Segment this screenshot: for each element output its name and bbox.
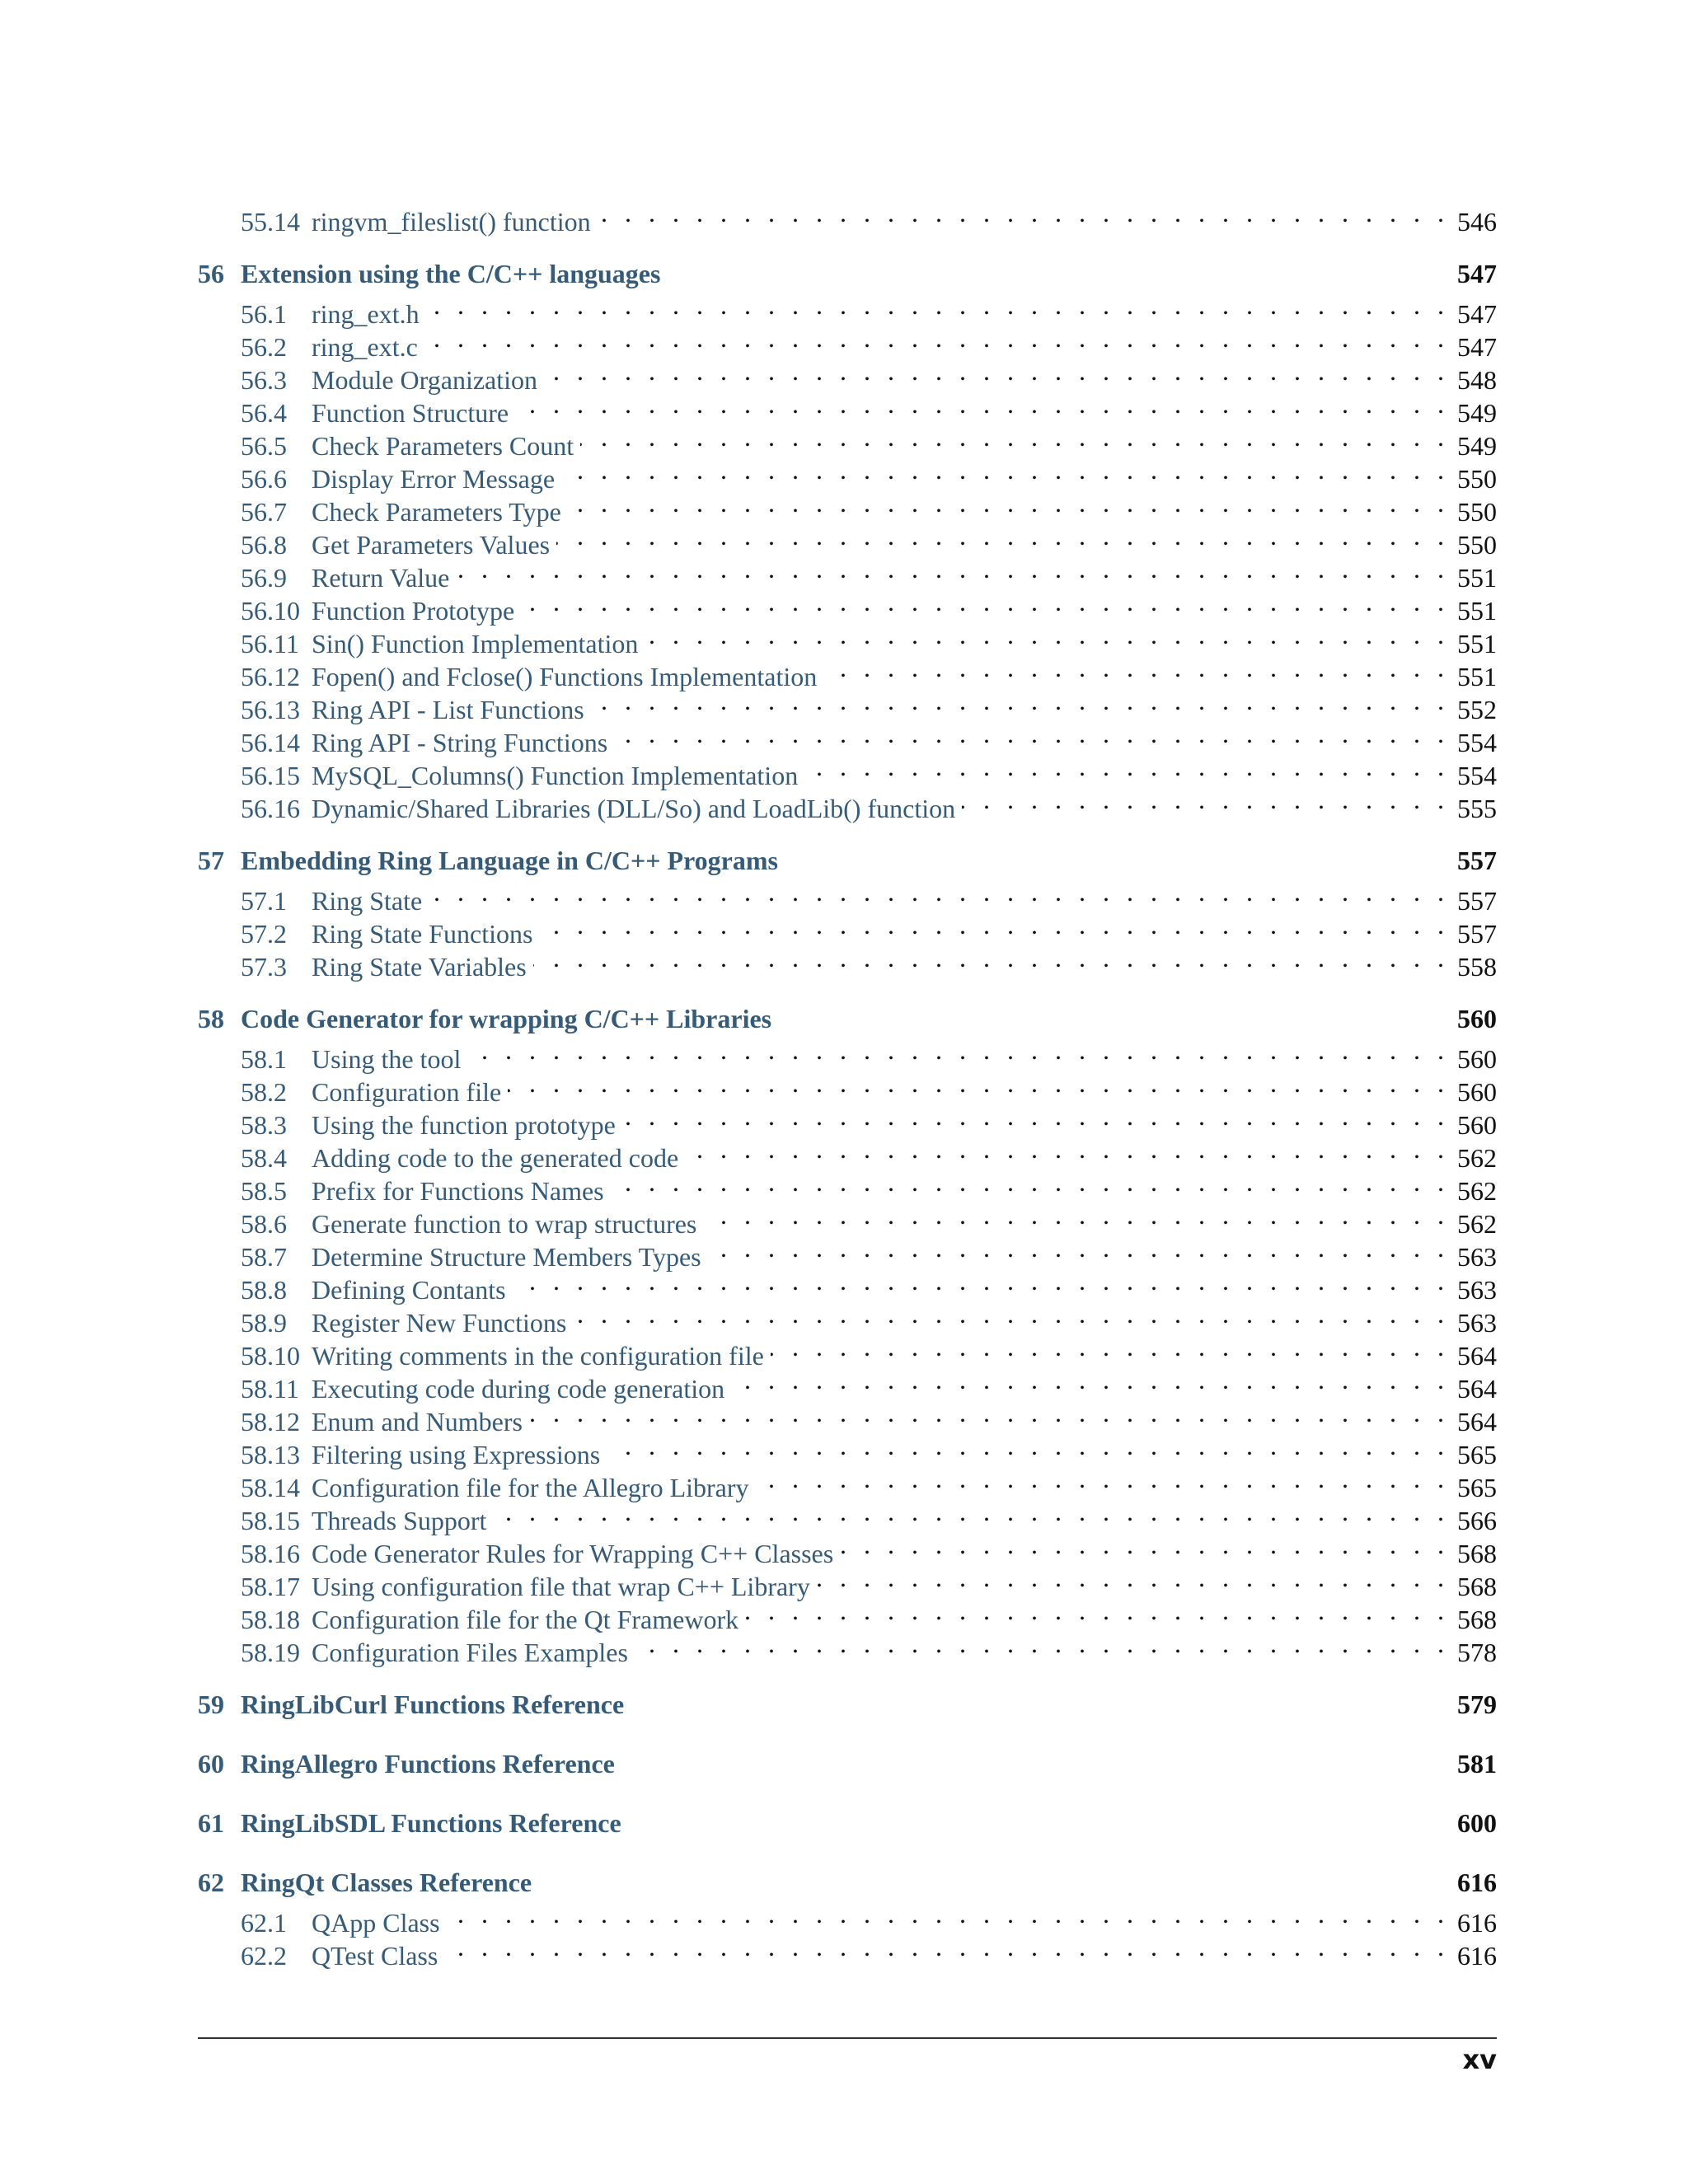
- entry-number: 56.3: [241, 365, 287, 395]
- entry-title-link[interactable]: Register New Functions: [312, 1308, 567, 1338]
- dot-leader: [456, 552, 1444, 585]
- toc-entry[interactable]: [198, 198, 1497, 237]
- entry-page-number: 560: [1457, 1077, 1497, 1107]
- entry-page-number: 551: [1457, 629, 1497, 658]
- toc-entry[interactable]: [198, 877, 1497, 916]
- entry-number: 56.2: [241, 332, 287, 362]
- entry-title-link[interactable]: Generate function to wrap structures: [312, 1209, 697, 1239]
- entry-number: 57.1: [241, 886, 287, 916]
- entry-page-number: 550: [1457, 530, 1497, 560]
- entry-page-number: 551: [1457, 563, 1497, 593]
- entry-page-number: 547: [1457, 332, 1497, 362]
- entry-page-number: 557: [1457, 886, 1497, 916]
- entry-page-number: 562: [1457, 1209, 1497, 1239]
- entry-number: 57.2: [241, 919, 287, 949]
- table-of-contents: [198, 198, 1497, 1971]
- chapter-number: 57: [198, 846, 224, 875]
- dot-leader: [493, 1495, 1444, 1528]
- chapter-page-number: 581: [1457, 1749, 1497, 1779]
- dot-leader: [539, 908, 1444, 941]
- entry-page-number: 552: [1457, 695, 1497, 724]
- entry-page-number: 562: [1457, 1143, 1497, 1173]
- entry-number: 58.2: [241, 1077, 287, 1107]
- entry-number: 56.8: [241, 530, 287, 560]
- entry-title-link[interactable]: ring_ext.c: [312, 332, 418, 362]
- entry-number: 56.12: [241, 662, 300, 691]
- entry-number: 56.6: [241, 464, 287, 494]
- dot-leader: [533, 941, 1444, 974]
- entry-number: 62.2: [241, 1941, 287, 1971]
- entry-number: 58.1: [241, 1044, 287, 1074]
- dot-leader: [529, 1396, 1444, 1429]
- chapter-number: 60: [198, 1749, 224, 1779]
- entry-number: 56.15: [241, 761, 300, 790]
- toc-chapter[interactable]: [198, 1866, 1497, 1899]
- dot-leader: [521, 585, 1444, 618]
- entry-title-link[interactable]: Check Parameters Type: [312, 497, 561, 527]
- entry-title-link[interactable]: Ring API - String Functions: [312, 728, 608, 757]
- entry-number: 58.13: [241, 1440, 300, 1469]
- entry-number: 58.12: [241, 1407, 300, 1436]
- dot-leader: [708, 1231, 1444, 1264]
- entry-page-number: 549: [1457, 431, 1497, 461]
- entry-page-number: 546: [1457, 207, 1497, 237]
- entry-title-link[interactable]: Display Error Message: [312, 464, 556, 494]
- entry-number: 56.13: [241, 695, 300, 724]
- entry-title-link[interactable]: Configuration file for the Qt Framework: [312, 1605, 739, 1634]
- entry-title-link[interactable]: Using configuration file that wrap C++ Library: [312, 1572, 810, 1601]
- toc-chapter[interactable]: [198, 844, 1497, 877]
- entry-number: 58.15: [241, 1506, 300, 1535]
- entry-title-link[interactable]: Configuration file for the Allegro Library: [312, 1473, 749, 1502]
- entry-page-number: 563: [1457, 1242, 1497, 1272]
- entry-page-number: 565: [1457, 1440, 1497, 1469]
- dot-leader: [544, 354, 1444, 387]
- entry-title-link[interactable]: Using the tool: [312, 1044, 462, 1074]
- dot-leader: [840, 1528, 1444, 1561]
- entry-page-number: 564: [1457, 1341, 1497, 1371]
- entry-title-link[interactable]: Using the function prototype: [312, 1110, 616, 1140]
- chapter-title-link[interactable]: RingLibSDL Functions Reference: [241, 1808, 621, 1838]
- toc-chapter[interactable]: [198, 1807, 1497, 1840]
- dot-leader: [635, 1627, 1444, 1660]
- chapter-page-number: 547: [1457, 259, 1497, 288]
- dot-leader: [756, 1462, 1444, 1495]
- entry-number: 58.4: [241, 1143, 287, 1173]
- entry-number: 62.1: [241, 1908, 287, 1938]
- entry-title-link[interactable]: Ring API - List Functions: [312, 695, 584, 724]
- entry-title-link[interactable]: Ring State Variables: [312, 952, 527, 982]
- entry-title-link[interactable]: Function Structure: [312, 398, 509, 428]
- dot-leader: [771, 1330, 1444, 1363]
- dot-leader: [424, 321, 1444, 354]
- entry-title-link[interactable]: Writing comments in the configuration file: [312, 1341, 764, 1371]
- entry-page-number: 554: [1457, 728, 1497, 757]
- chapter-title-link[interactable]: RingAllegro Functions Reference: [241, 1749, 615, 1779]
- entry-page-number: 560: [1457, 1110, 1497, 1140]
- entry-title-link[interactable]: Configuration Files Examples: [312, 1638, 628, 1667]
- entry-number: 55.14: [241, 207, 300, 237]
- dot-leader: [817, 1561, 1444, 1594]
- entry-number: 56.14: [241, 728, 300, 757]
- entry-number: 57.3: [241, 952, 287, 982]
- dot-leader: [645, 618, 1444, 651]
- entry-title-link[interactable]: QTest Class: [312, 1941, 438, 1971]
- entry-number: 56.4: [241, 398, 287, 428]
- entry-title-link[interactable]: Check Parameters Count: [312, 431, 574, 461]
- entry-page-number: 551: [1457, 662, 1497, 691]
- entry-page-number: 568: [1457, 1605, 1497, 1634]
- dot-leader: [962, 783, 1444, 816]
- entry-page-number: 568: [1457, 1572, 1497, 1601]
- entry-number: 58.16: [241, 1539, 300, 1568]
- entry-page-number: 551: [1457, 596, 1497, 626]
- entry-title-link[interactable]: Filtering using Expressions: [312, 1440, 601, 1469]
- chapter-title-link[interactable]: RingQt Classes Reference: [241, 1868, 532, 1897]
- entry-number: 56.5: [241, 431, 287, 461]
- entry-page-number: 563: [1457, 1308, 1497, 1338]
- toc-chapter[interactable]: [198, 1688, 1497, 1721]
- toc-entry[interactable]: [198, 290, 1497, 329]
- entry-title-link[interactable]: Code Generator Rules for Wrapping C++ Classes: [312, 1539, 834, 1568]
- dot-leader: [703, 1198, 1444, 1231]
- entry-page-number: 550: [1457, 464, 1497, 494]
- entry-title-link[interactable]: Configuration file: [312, 1077, 502, 1107]
- entry-title-link[interactable]: Defining Contants: [312, 1275, 506, 1305]
- chapter-number: 59: [198, 1690, 224, 1719]
- entry-title-link[interactable]: Module Organization: [312, 365, 538, 395]
- dot-leader: [804, 750, 1444, 783]
- entry-page-number: 557: [1457, 919, 1497, 949]
- page-number-footer: xv: [1462, 2044, 1497, 2075]
- entry-title-link[interactable]: QApp Class: [312, 1908, 440, 1938]
- entry-title-link[interactable]: Executing code during code generation: [312, 1374, 725, 1404]
- entry-title-link[interactable]: Get Parameters Values: [312, 530, 551, 560]
- entry-page-number: 616: [1457, 1908, 1497, 1938]
- dot-leader: [513, 1264, 1444, 1297]
- entry-title-link[interactable]: ring_ext.h: [312, 299, 420, 329]
- entry-title-link[interactable]: Adding code to the generated code: [312, 1143, 679, 1173]
- dot-leader: [731, 1363, 1444, 1396]
- entry-number: 56.7: [241, 497, 287, 527]
- entry-page-number: 560: [1457, 1044, 1497, 1074]
- entry-number: 58.7: [241, 1242, 287, 1272]
- entry-number: 56.16: [241, 794, 300, 823]
- chapter-page-number: 579: [1457, 1690, 1497, 1719]
- entry-number: 58.8: [241, 1275, 287, 1305]
- dot-leader: [447, 1897, 1444, 1930]
- entry-page-number: 564: [1457, 1407, 1497, 1436]
- entry-title-link[interactable]: Return Value: [312, 563, 450, 593]
- entry-number: 58.3: [241, 1110, 287, 1140]
- entry-page-number: 564: [1457, 1374, 1497, 1404]
- chapter-title-link[interactable]: Code Generator for wrapping C/C++ Libraries: [241, 1004, 772, 1033]
- toc-entry[interactable]: [198, 1899, 1497, 1938]
- dot-leader: [508, 1066, 1444, 1099]
- entry-number: 58.6: [241, 1209, 287, 1239]
- dot-leader: [614, 717, 1444, 750]
- entry-page-number: 565: [1457, 1473, 1497, 1502]
- entry-title-link[interactable]: Enum and Numbers: [312, 1407, 523, 1436]
- entry-page-number: 562: [1457, 1176, 1497, 1206]
- dot-leader: [591, 684, 1444, 717]
- dot-leader: [685, 1132, 1444, 1165]
- footer-rule: [198, 2037, 1497, 2039]
- entry-page-number: 547: [1457, 299, 1497, 329]
- entry-number: 58.19: [241, 1638, 300, 1667]
- dot-leader: [426, 288, 1444, 321]
- dot-leader: [467, 1033, 1444, 1066]
- entry-number: 56.1: [241, 299, 287, 329]
- toc-chapter[interactable]: [198, 1002, 1497, 1035]
- dot-leader: [607, 1429, 1444, 1462]
- entry-page-number: 549: [1457, 398, 1497, 428]
- entry-page-number: 558: [1457, 952, 1497, 982]
- entry-title-link[interactable]: Ring State Functions: [312, 919, 533, 949]
- chapter-page-number: 600: [1457, 1808, 1497, 1838]
- dot-leader: [556, 519, 1444, 552]
- chapter-number: 61: [198, 1808, 224, 1838]
- entry-page-number: 578: [1457, 1638, 1497, 1667]
- toc-entry[interactable]: [198, 1035, 1497, 1074]
- entry-number: 58.5: [241, 1176, 287, 1206]
- entry-title-link[interactable]: Threads Support: [312, 1506, 487, 1535]
- entry-title-link[interactable]: Ring State: [312, 886, 423, 916]
- dot-leader: [429, 875, 1444, 908]
- dot-leader: [622, 1099, 1444, 1132]
- entry-number: 58.9: [241, 1308, 287, 1338]
- dot-leader: [580, 420, 1444, 453]
- entry-page-number: 563: [1457, 1275, 1497, 1305]
- chapter-title-link[interactable]: Embedding Ring Language in C/C++ Programs: [241, 846, 778, 875]
- entry-title-link[interactable]: Prefix for Functions Names: [312, 1176, 604, 1206]
- entry-page-number: 555: [1457, 794, 1497, 823]
- dot-leader: [444, 1930, 1444, 1963]
- chapter-title-link[interactable]: Extension using the C/C++ languages: [241, 259, 661, 288]
- entry-page-number: 550: [1457, 497, 1497, 527]
- entry-page-number: 616: [1457, 1941, 1497, 1971]
- entry-title-link[interactable]: MySQL_Columns() Function Implementation: [312, 761, 799, 790]
- chapter-number: 62: [198, 1868, 224, 1897]
- entry-number: 56.10: [241, 596, 300, 626]
- entry-title-link[interactable]: Determine Structure Members Types: [312, 1242, 701, 1272]
- chapter-page-number: 616: [1457, 1868, 1497, 1897]
- dot-leader: [598, 196, 1444, 229]
- chapter-number: 58: [198, 1004, 224, 1033]
- entry-number: 58.18: [241, 1605, 300, 1634]
- dot-leader: [573, 1297, 1444, 1330]
- entry-title-link[interactable]: Sin() Function Implementation: [312, 629, 639, 658]
- dot-leader: [515, 387, 1444, 420]
- entry-title-link[interactable]: ringvm_fileslist() function: [312, 207, 591, 237]
- chapter-number: 56: [198, 259, 224, 288]
- dot-leader: [745, 1594, 1444, 1627]
- toc-chapter[interactable]: [198, 257, 1497, 290]
- chapter-page-number: 560: [1457, 1004, 1497, 1033]
- entry-number: 58.14: [241, 1473, 300, 1502]
- entry-page-number: 568: [1457, 1539, 1497, 1568]
- chapter-page-number: 557: [1457, 846, 1497, 875]
- entry-number: 58.10: [241, 1341, 300, 1371]
- entry-number: 56.11: [241, 629, 299, 658]
- toc-chapter[interactable]: [198, 1747, 1497, 1780]
- entry-title-link[interactable]: Fopen() and Fclose() Functions Implementation: [312, 662, 818, 691]
- dot-leader: [611, 1165, 1444, 1198]
- entry-number: 58.11: [241, 1374, 299, 1404]
- chapter-title-link[interactable]: RingLibCurl Functions Reference: [241, 1690, 625, 1719]
- entry-page-number: 548: [1457, 365, 1497, 395]
- entry-title-link[interactable]: Function Prototype: [312, 596, 515, 626]
- entry-number: 56.9: [241, 563, 287, 593]
- entry-title-link[interactable]: Dynamic/Shared Libraries (DLL/So) and LoadLib() function: [312, 794, 956, 823]
- entry-page-number: 566: [1457, 1506, 1497, 1535]
- dot-leader: [561, 453, 1444, 486]
- entry-page-number: 554: [1457, 761, 1497, 790]
- dot-leader: [568, 486, 1444, 519]
- entry-number: 58.17: [241, 1572, 300, 1601]
- dot-leader: [823, 651, 1444, 684]
